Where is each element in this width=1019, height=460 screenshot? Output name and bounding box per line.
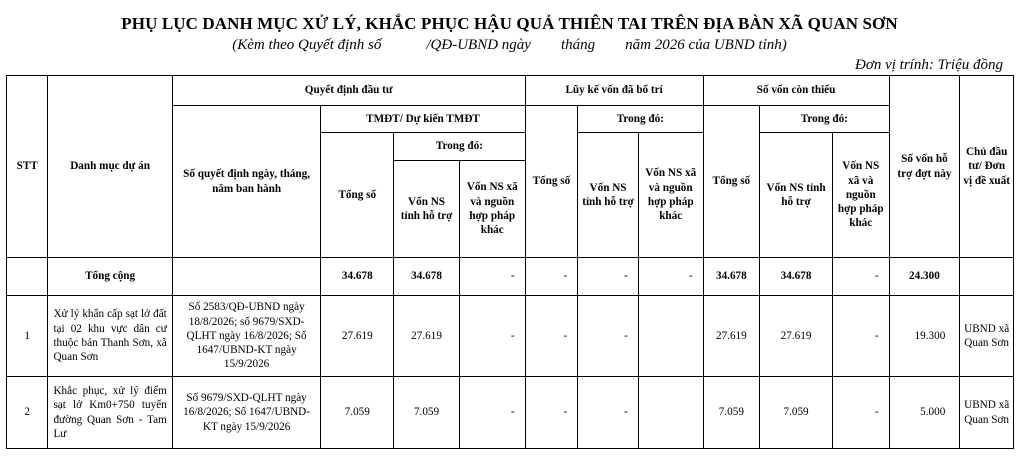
row-tmdt-total: 7.059 bbox=[321, 377, 394, 449]
summary-alloc-province: - bbox=[578, 258, 639, 296]
row-investor: UBND xã Quan Sơn bbox=[960, 296, 1014, 377]
header-investment-decision: Quyết định đầu tư bbox=[172, 76, 525, 106]
row-remain-commune: - bbox=[832, 377, 889, 449]
row-remain-commune: - bbox=[832, 296, 889, 377]
summary-remain-province: 34.678 bbox=[760, 258, 833, 296]
row-alloc-commune bbox=[638, 377, 703, 449]
project-table bbox=[6, 75, 1014, 449]
row-stt: 2 bbox=[7, 377, 48, 449]
row-tmdt-province: 27.619 bbox=[394, 296, 460, 377]
summary-remain-commune: - bbox=[832, 258, 889, 296]
header-investor: Chủ đầu tư/ Đơn vị đề xuất bbox=[960, 76, 1014, 258]
summary-label: Tổng cộng bbox=[48, 258, 172, 296]
row-stt: 1 bbox=[7, 296, 48, 377]
table-row bbox=[7, 377, 1014, 449]
row-alloc-total: - bbox=[525, 377, 578, 449]
document-subtitle: (Kèm theo Quyết định số /QĐ-UBND ngày tháng năm 2026 của UBND tỉnh) bbox=[232, 37, 787, 53]
summary-alloc-commune: - bbox=[638, 258, 703, 296]
row-tmdt-commune: - bbox=[459, 296, 525, 377]
header-allocated-province: Vốn NS tỉnh hỗ trợ bbox=[578, 133, 639, 258]
header-remaining: Số vốn còn thiếu bbox=[703, 76, 889, 106]
row-remain-province: 27.619 bbox=[760, 296, 833, 377]
row-project-name: Khắc phục, xử lý điểm sạt lở Km0+750 tuyến đường Quan Sơn - Tam Lư bbox=[48, 377, 172, 449]
header-decision-number: Số quyết định ngày, tháng, năm ban hành bbox=[172, 106, 321, 258]
summary-row bbox=[7, 258, 1014, 296]
header-tmdt-commune: Vốn NS xã và nguồn hợp pháp khác bbox=[459, 161, 525, 258]
row-alloc-province: - bbox=[578, 296, 639, 377]
row-remain-total: 27.619 bbox=[703, 296, 760, 377]
header-remaining-province: Vốn NS tỉnh hỗ trợ bbox=[760, 133, 833, 258]
row-tmdt-commune: - bbox=[459, 377, 525, 449]
row-support: 5.000 bbox=[889, 377, 960, 449]
header-tmdt: TMĐT/ Dự kiến TMĐT bbox=[321, 106, 525, 133]
summary-stt bbox=[7, 258, 48, 296]
row-alloc-province: - bbox=[578, 377, 639, 449]
header-remaining-of-which: Trong đó: bbox=[760, 106, 889, 133]
header-remaining-total: Tổng số bbox=[703, 106, 760, 258]
header-remaining-commune: Vốn NS xã và nguồn hợp pháp khác bbox=[832, 133, 889, 258]
document-title: PHỤ LỤC DANH MỤC XỬ LÝ, KHẮC PHỤC HẬU QUẢ THIÊN TAI TRÊN ĐỊA BÀN XÃ QUAN SƠN bbox=[121, 14, 898, 33]
table-row bbox=[7, 296, 1014, 377]
header-allocated-total: Tổng số bbox=[525, 106, 578, 258]
row-remain-province: 7.059 bbox=[760, 377, 833, 449]
unit-label: Đơn vị trính: Triệu đồng bbox=[854, 57, 1003, 73]
header-allocated-of-which: Trong đó: bbox=[578, 106, 703, 133]
row-decision: Số 2583/QĐ-UBND ngày 18/8/2026; số 9679/SXD-QLHT ngày 16/8/2026; Số 1647/UBND-KT ngày 15/9/2026 bbox=[172, 296, 321, 377]
summary-alloc-total: - bbox=[525, 258, 578, 296]
summary-investor bbox=[960, 258, 1014, 296]
header-tmdt-total: Tổng số bbox=[321, 133, 394, 258]
header-allocated: Lũy kế vốn đã bố trí bbox=[525, 76, 703, 106]
header-allocated-commune: Vốn NS xã và nguồn hợp pháp khác bbox=[638, 133, 703, 258]
summary-decision bbox=[172, 258, 321, 296]
header-tmdt-province: Vốn NS tỉnh hỗ trợ bbox=[394, 161, 460, 258]
summary-tmdt-total: 34.678 bbox=[321, 258, 394, 296]
row-support: 19.300 bbox=[889, 296, 960, 377]
header-project-list: Danh mục dự án bbox=[48, 76, 172, 258]
row-tmdt-province: 7.059 bbox=[394, 377, 460, 449]
row-alloc-commune bbox=[638, 296, 703, 377]
summary-tmdt-commune: - bbox=[459, 258, 525, 296]
summary-tmdt-province: 34.678 bbox=[394, 258, 460, 296]
summary-support: 24.300 bbox=[889, 258, 960, 296]
row-investor: UBND xã Quan Sơn bbox=[960, 377, 1014, 449]
header-stt: STT bbox=[7, 76, 48, 258]
header-tmdt-of-which: Trong đó: bbox=[394, 133, 525, 161]
header-support-this-round: Số vốn hỗ trợ đợt này bbox=[889, 76, 960, 258]
row-project-name: Xử lý khẩn cấp sạt lở đất tại 02 khu vực dân cư thuộc bản Thanh Sơn, xã Quan Sơn bbox=[48, 296, 172, 377]
row-tmdt-total: 27.619 bbox=[321, 296, 394, 377]
row-decision: Số 9679/SXD-QLHT ngày 16/8/2026; Số 1647/UBND-KT ngày 15/9/2026 bbox=[172, 377, 321, 449]
summary-remain-total: 34.678 bbox=[703, 258, 760, 296]
row-alloc-total: - bbox=[525, 296, 578, 377]
row-remain-total: 7.059 bbox=[703, 377, 760, 449]
